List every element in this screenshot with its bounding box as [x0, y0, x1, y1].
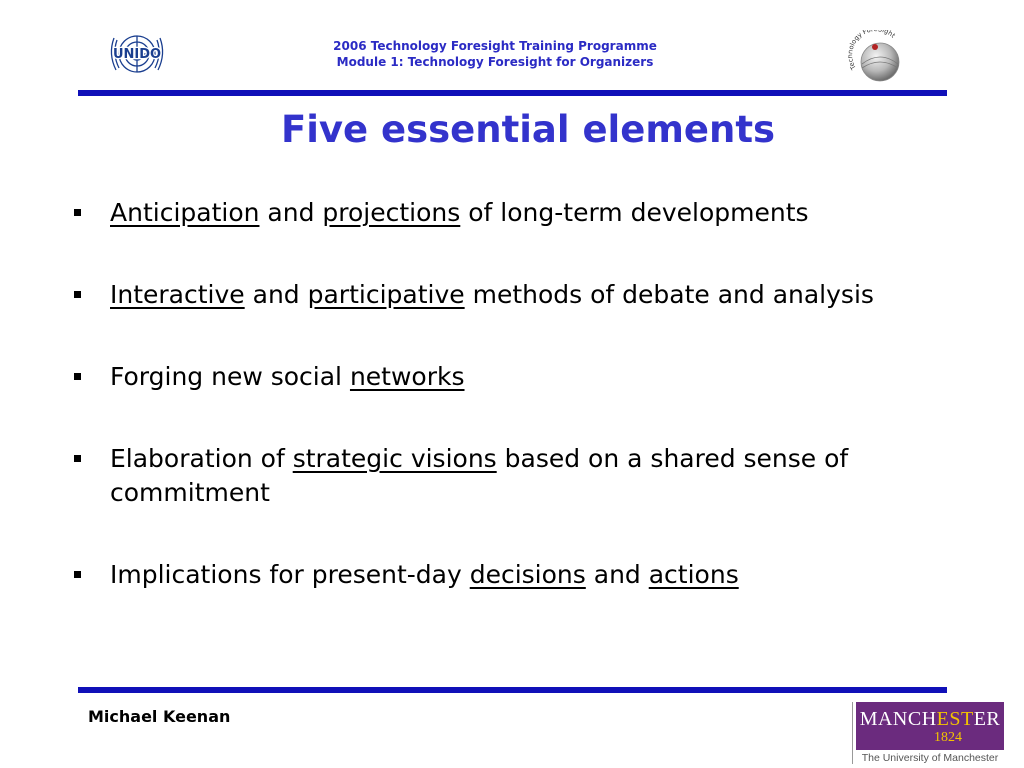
bullet-item: [70, 278, 970, 312]
bullet-text: based on a shared sense of commitment: [110, 444, 849, 507]
bullet-text: Implications for present-day: [110, 560, 470, 589]
bullet-list: [70, 196, 970, 592]
bullet-text: and: [259, 198, 323, 227]
bullet-text: methods of debate and analysis: [464, 280, 874, 309]
header-line-1: 2006 Technology Foresight Training Programme: [333, 39, 657, 53]
bullet-item: [70, 558, 970, 592]
bullet-text: and: [585, 560, 649, 589]
underlined-term: strategic visions: [292, 444, 497, 473]
header-rule: [78, 90, 947, 96]
underlined-term: Interactive: [110, 280, 245, 309]
manchester-subtitle: The University of Manchester: [861, 752, 999, 764]
slide-title: Five essential elements: [280, 108, 776, 151]
technology-foresight-logo: [848, 30, 908, 88]
bullet-item: [70, 442, 970, 510]
manchester-logo-box: [856, 702, 1004, 750]
bullet-text: of long-term developments: [460, 198, 809, 227]
underlined-term: Anticipation: [110, 198, 260, 227]
manchester-year: 1824: [934, 730, 962, 745]
university-of-manchester-logo: [852, 702, 1006, 764]
underlined-term: networks: [349, 362, 465, 391]
bullet-text: and: [244, 280, 308, 309]
footer-rule: [78, 687, 947, 693]
bullet-text: Elaboration of: [110, 444, 293, 473]
unido-logo: [106, 28, 168, 82]
header-text: [290, 38, 700, 70]
tf-logo-text: Te logy Fo ight: [848, 30, 897, 72]
author-name: Michael Keenan: [88, 707, 231, 726]
underlined-term: participative: [307, 280, 465, 309]
header-line-2: Module 1: Technology Foresight for Organizers: [336, 55, 654, 69]
bullet-item: [70, 360, 970, 394]
underlined-term: actions: [648, 560, 739, 589]
underlined-term: decisions: [469, 560, 586, 589]
manchester-wordmark: MANCHESTER: [859, 708, 1001, 730]
unido-logo-text: UNIDO: [112, 47, 162, 62]
underlined-term: projections: [322, 198, 461, 227]
bullet-item: [70, 196, 970, 230]
bullet-text: Forging new social: [110, 362, 350, 391]
